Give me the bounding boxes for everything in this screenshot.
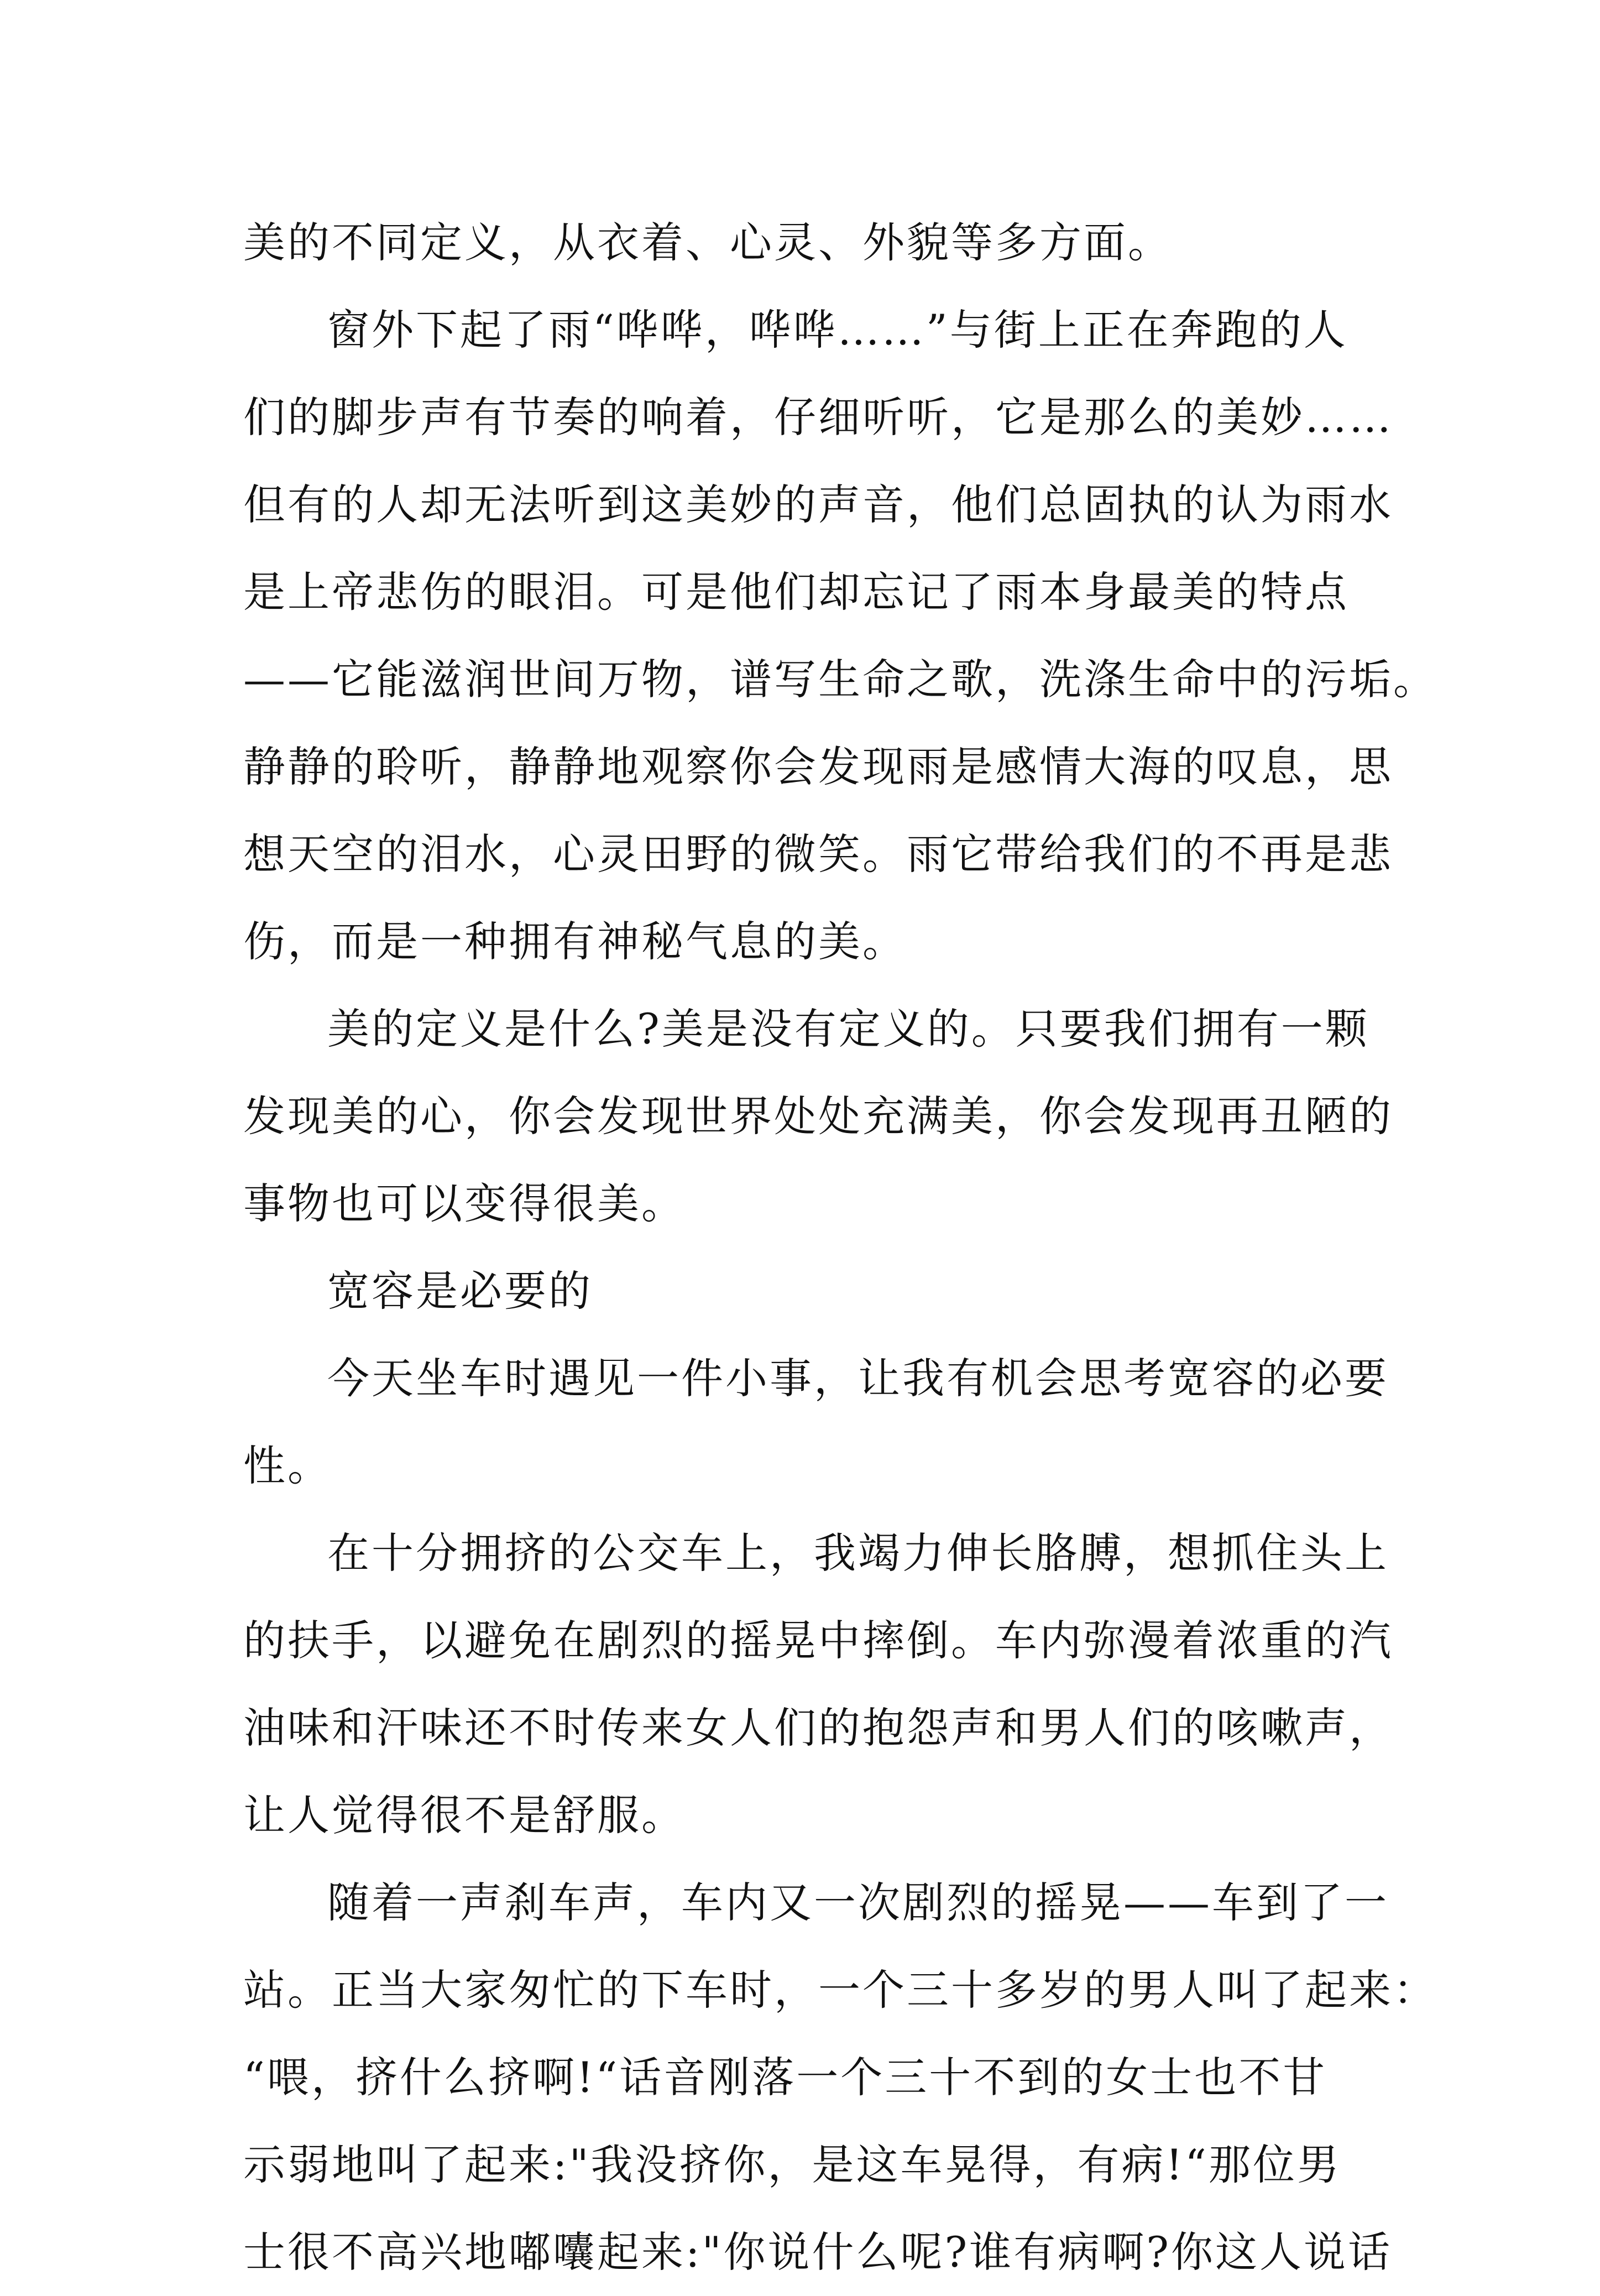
text-line: 发现美的心，你会发现世界处处充满美，你会发现再丑陋的 — [243, 1092, 1393, 1141]
text-line: “喂，挤什么挤啊!“话音刚落一个三十不到的女士也不甘 — [243, 2053, 1327, 2102]
text-line: 伤，而是一种拥有神秘气息的美。 — [243, 917, 907, 966]
text-line: 事物也可以变得很美。 — [243, 1179, 686, 1228]
text-line: 性。 — [243, 1441, 332, 1490]
text-line: 是上帝悲伤的眼泪。可是他们却忘记了雨本身最美的特点 — [243, 567, 1349, 617]
paragraph-start-line: 随着一声刹车声，车内又一次剧烈的摇晃——车到了一 — [327, 1878, 1389, 1927]
paragraph-start-line: 窗外下起了雨“哗哗，哗哗……”与街上正在奔跑的人 — [327, 305, 1348, 354]
text-line: 士很不高兴地嘟囔起来:"你说什么呢?谁有病啊?你这人说话 — [243, 2227, 1393, 2277]
text-line: 但有的人却无法听到这美妙的声音，他们总固执的认为雨水 — [243, 480, 1393, 529]
text-line: 示弱地叫了起来:"我没挤你，是这车晃得，有病!“那位男 — [243, 2140, 1341, 2189]
section-title: 宽容是必要的 — [327, 1266, 593, 1316]
text-line: 美的不同定义，从衣着、心灵、外貌等多方面。 — [243, 218, 1172, 267]
text-line: 静静的聆听，静静地观察你会发现雨是感情大海的叹息，思 — [243, 742, 1393, 791]
paragraph-start-line: 今天坐车时遇见一件小事，让我有机会思考宽容的必要 — [327, 1354, 1389, 1403]
paragraph-start-line: 美的定义是什么?美是没有定义的。只要我们拥有一颗 — [327, 1004, 1369, 1053]
text-line: 的扶手，以避免在剧烈的摇晃中摔倒。车内弥漫着浓重的汽 — [243, 1616, 1393, 1665]
article-body — [243, 199, 1437, 2296]
text-line: 油味和汗味还不时传来女人们的抱怨声和男人们的咳嗽声， — [243, 1703, 1393, 1752]
text-line: 想天空的泪水，心灵田野的微笑。雨它带给我们的不再是悲 — [243, 829, 1393, 879]
text-line: 站。正当大家匆忙的下车时，一个三十多岁的男人叫了起来： — [243, 1965, 1437, 2015]
text-line: 让人觉得很不是舒服。 — [243, 1791, 686, 1840]
text-line: ——它能滋润世间万物，谱写生命之歌，洗涤生命中的污垢。 — [243, 655, 1437, 704]
paragraph-start-line: 在十分拥挤的公交车上，我竭力伸长胳膊，想抓住头上 — [327, 1528, 1389, 1578]
text-line: 们的脚步声有节奏的响着，仔细听听，它是那么的美妙…… — [243, 393, 1393, 442]
